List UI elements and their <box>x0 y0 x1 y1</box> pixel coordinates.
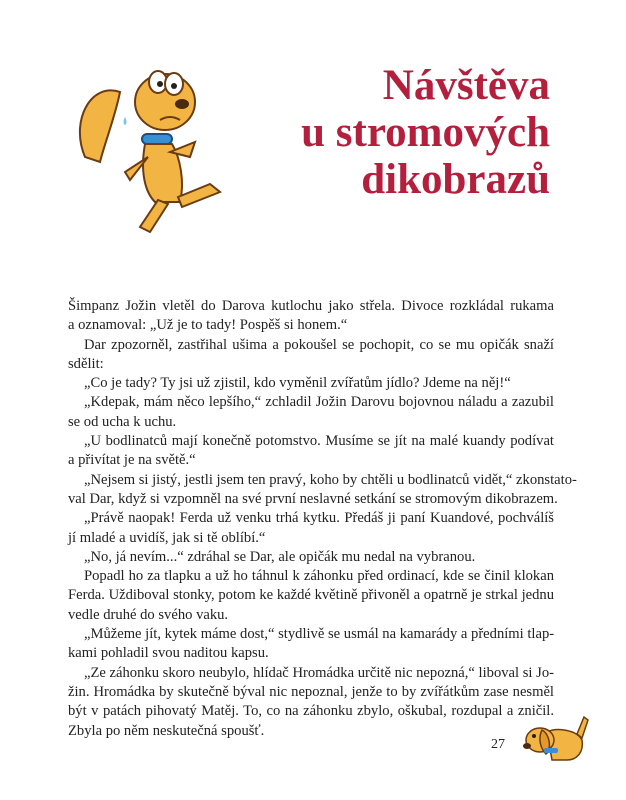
text-line: Ferda. Uždiboval stonky, potom ke každé květině přivoněl a opatrně je strkal jednu <box>68 587 554 604</box>
text-line: „Kdepak, mám něco lepšího,“ zchladil Jožin Darovu bojovnou náladu a zazubil <box>84 394 554 411</box>
text-line: Šimpanz Jožin vletěl do Darova kutlochu jako střela. Divoce rozkládal rukama <box>68 298 554 314</box>
paragraph <box>68 297 554 336</box>
text-line: sdělit: <box>68 355 104 372</box>
text-line: Popadl ho za tlapku a už ho táhnul k záhonku před ordinací, kde se činil klokan <box>84 568 554 585</box>
paragraph <box>68 567 554 625</box>
text-line: Dar zpozorněl, zastřihal ušima a pokoušel se pochopit, co se mu opičák snaží <box>84 336 554 353</box>
paragraph <box>68 509 554 548</box>
paragraph <box>68 664 554 741</box>
sniffing-dog-illustration <box>522 712 592 767</box>
title-line: u stromových <box>301 109 550 156</box>
text-line: val Dar, když si vzpomněl na své první neslavné setkání se stromovým dikobrazem. <box>68 490 558 507</box>
title-line: dikobrazů <box>361 156 550 203</box>
title-line: Návštěva <box>382 62 550 109</box>
chapter-title <box>301 62 550 203</box>
text-line: žin. Hromádka by skutečně býval nic nepoznal, jenže to by zvířátkům zase nesměl <box>68 683 554 700</box>
paragraph <box>68 374 554 393</box>
page-number: 27 <box>491 737 505 752</box>
text-line: vedle druhé do svého vaku. <box>68 606 229 623</box>
paragraph <box>68 336 554 375</box>
text-line: „Co je tady? Ty jsi už zjistil, kdo vyměnil zvířatům jídlo? Jdeme na něj!“ <box>84 375 511 392</box>
text-line: být v patách pihovatý Matěj. To, co na záhonku zbylo, oškubal, rozdupal a zničil. <box>68 703 554 720</box>
text-line: se od ucha k uchu. <box>68 413 177 430</box>
running-dog-illustration <box>70 62 230 237</box>
text-line: kami pohladil svou naditou kapsu. <box>68 645 269 662</box>
text-line: „U bodlinatců mají konečně potomstvo. Musíme se jít na malé kuandy podívat <box>84 433 554 450</box>
text-line: „Ze záhonku skoro neubylo, hlídač Hromádka určitě nic nepozná,“ liboval si Jo- <box>84 664 554 681</box>
text-line: „No, já nevím...“ zdráhal se Dar, ale opičák mu nedal na vybranou. <box>84 548 476 565</box>
paragraph <box>68 471 577 510</box>
text-line: „Nejsem si jistý, jestli jsem ten pravý, koho by chtěli u bodlinatců vidět,“ zkonstato- <box>84 471 577 488</box>
text-line: „Právě naopak! Ferda už venku trhá kytku. Předáš ji paní Kuandové, pochválíš <box>84 510 554 527</box>
text-line: Zbyla po něm neskutečná spoušť. <box>68 722 265 739</box>
paragraph <box>68 548 554 567</box>
chapter-body-text <box>68 297 577 741</box>
text-line: a oznamoval: „Už je to tady! Pospěš si honem.“ <box>68 317 348 334</box>
text-line: jí mladé a uvidíš, jak si tě oblíbí.“ <box>68 529 266 546</box>
paragraph <box>68 432 554 471</box>
text-line: a přivítat je na světě.“ <box>68 452 196 469</box>
paragraph <box>68 393 554 432</box>
paragraph <box>68 625 554 664</box>
text-line: „Můžeme jít, kytek máme dost,“ stydlivě se usmál na kamarády a předními tlap- <box>84 626 555 643</box>
